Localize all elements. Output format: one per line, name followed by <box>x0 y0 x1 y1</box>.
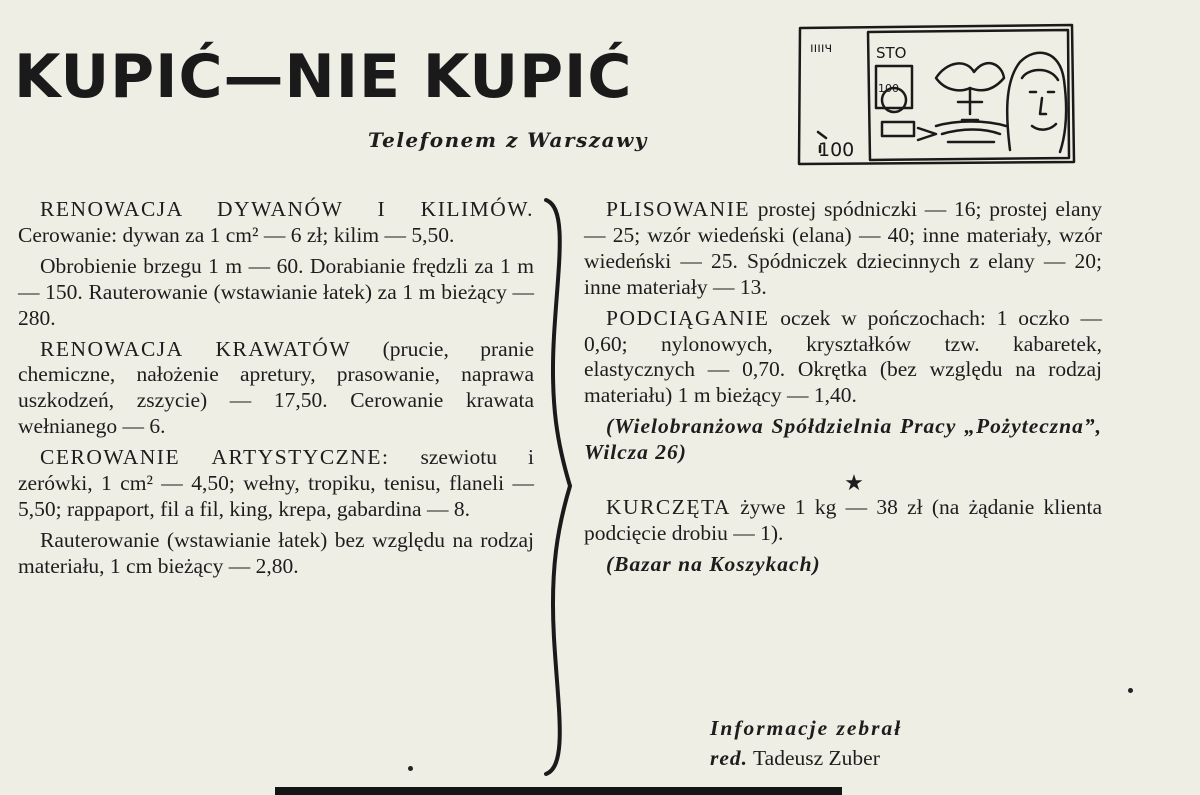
banknote-serial: ııııч <box>810 41 833 56</box>
paragraph-krawaty <box>18 337 534 441</box>
credit-name: Tadeusz Zuber <box>748 746 880 770</box>
paragraph-rauterowanie <box>18 528 534 580</box>
subtitle: Telefonem z Warszawy <box>368 128 648 152</box>
text-obrobienie: Obrobienie brzegu 1 m — 60. Dorabianie frędzli za 1 m — 150. Rauterowanie (wstawianie łatek) za 1 m bieżący — 280. <box>18 253 534 330</box>
credit <box>710 713 902 773</box>
banknote-small-value: 100 <box>878 82 899 95</box>
right-column <box>584 197 1102 583</box>
text-plisowanie: prostej spódniczki — 16; prostej elany — 25; wzór wiedeński (elana) — 40; inne materiały, wzór wiedeński — 25. Spódniczek dziecinnych z elany — 20; inne materiały — 13. <box>584 197 1102 299</box>
paragraph-plisowanie <box>584 197 1102 301</box>
star-separator: ★ <box>844 470 864 496</box>
lead-dywany: RENOWACJA DYWANÓW I KILIMÓW. <box>40 197 534 221</box>
headline: KUPIĆ—NIE KUPIĆ <box>14 42 633 112</box>
source-bazar: (Bazar na Koszykach) <box>606 551 821 576</box>
text-podciaganie: oczek w pończochach: 1 oczko — 0,60; nylonowych, kryształków tzw. kabaretek, elastycznych — 0,70. Okrętka (bez względu na rodzaj materiału) 1 m bieżący — 1,40. <box>584 305 1102 408</box>
lead-kurczeta: KURCZĘTA <box>606 495 731 520</box>
credit-line2 <box>710 743 902 773</box>
paragraph-cerowanie <box>18 445 534 523</box>
lead-cerowanie: CEROWANIE ARTYSTYCZNE: <box>40 445 390 470</box>
banknote-drawing-icon <box>796 22 1076 166</box>
paragraph-podciaganie <box>584 306 1102 410</box>
column-brace-divider <box>538 196 582 778</box>
text-krawaty: (prucie, pranie chemiczne, nałożenie apretury, prasowanie, naprawa uszkodzeń, zszycie) — 17,50. Cerowanie krawata wełnianego — 6. <box>18 336 534 439</box>
text-cerowanie: szewiotu i zerówki, 1 cm² — 4,50; wełny, tropiku, tenisu, flaneli — 5,50; rappaport, fil a fil, king, krepa, gabardina — 8. <box>18 445 534 521</box>
lead-plisowanie: PLISOWANIE <box>606 197 750 221</box>
bottom-rule <box>275 787 842 795</box>
banknote-word: STO <box>876 44 907 62</box>
paragraph-dywany <box>18 197 534 249</box>
lead-podciaganie: PODCIĄGANIE <box>606 305 770 330</box>
paragraph-kurczeta <box>584 495 1102 547</box>
print-speck <box>1128 688 1133 693</box>
text-kurczeta: żywe 1 kg — 38 zł (na żądanie klienta podcięcie drobiu — 1). <box>584 495 1102 545</box>
source-pozyteczna: (Wielobranżowa Spółdzielnia Pracy „Pożyteczna”, Wilcza 26) <box>584 414 1102 465</box>
lead-krawaty: RENOWACJA KRAWATÓW <box>40 336 352 361</box>
left-column <box>18 197 534 585</box>
banknote-corner-value: 100 <box>818 139 855 161</box>
text-dywany: Cerowanie: dywan za 1 cm² — 6 zł; kilim — 5,50. <box>18 222 455 247</box>
paragraph-obrobienie <box>18 254 534 332</box>
credit-prefix: red. <box>710 746 749 770</box>
credit-line1: Informacje zebrał <box>710 716 903 740</box>
text-rauterowanie: Rauterowanie (wstawianie łatek) bez względu na rodzaj materiału, 1 cm bieżący — 2,80. <box>18 527 534 578</box>
print-speck <box>408 766 413 771</box>
